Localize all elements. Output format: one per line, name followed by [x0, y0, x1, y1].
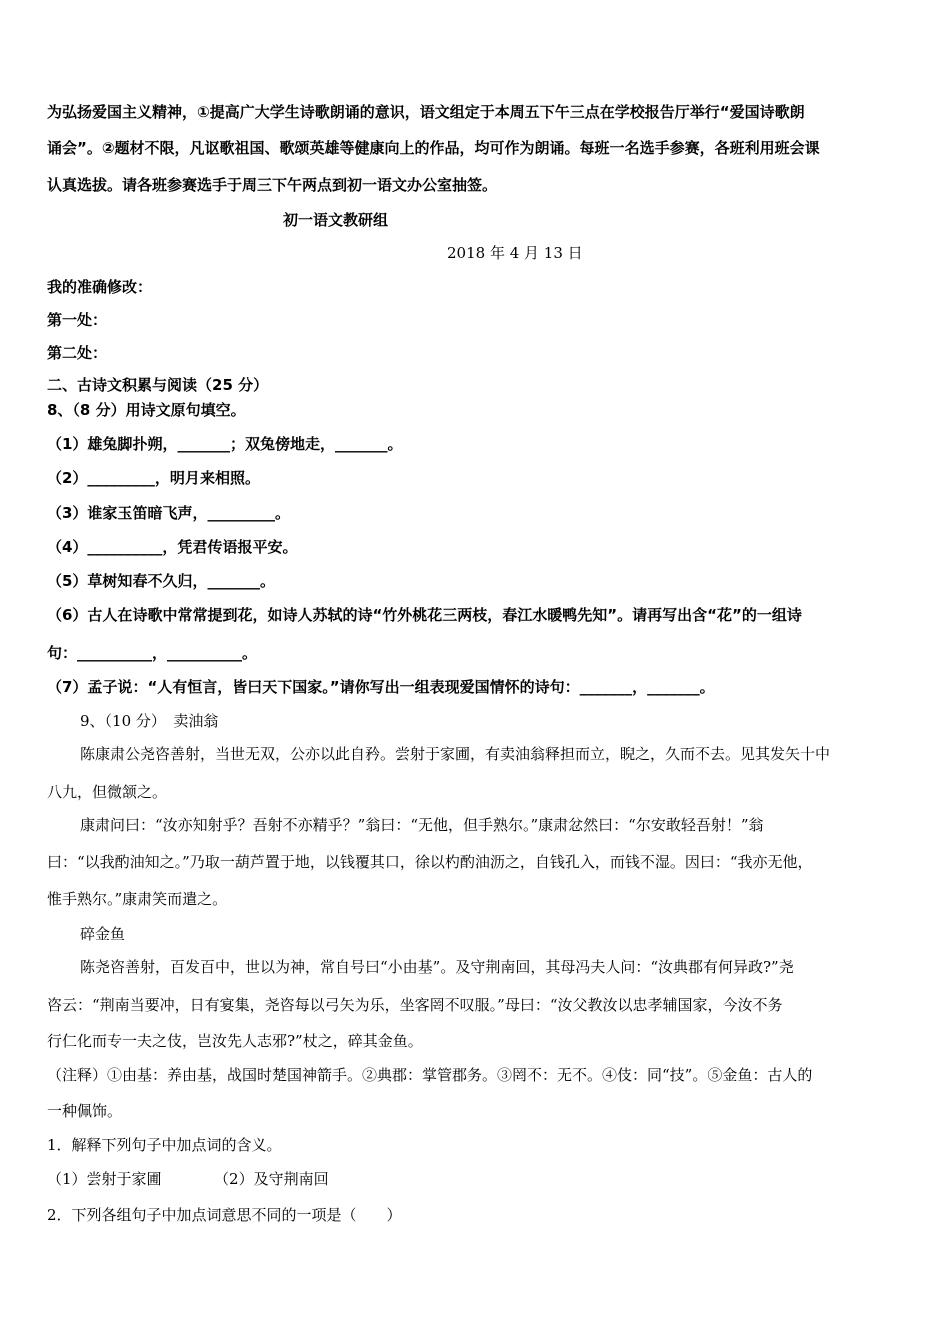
q8-item-5: （5）草树知春不久归，_______。: [47, 572, 275, 590]
q9-title: 9、（10 分） 卖油翁: [80, 712, 219, 730]
notice-line-3: 认真选拔。请各班参赛选手于周三下午两点到初一语文办公室抽签。: [47, 176, 498, 194]
revision-first: 第一处：: [47, 311, 108, 329]
q8-item-6: （6）古人在诗歌中常常提到花，如诗人苏轼的诗“竹外桃花三两枝，春江水暖鸭先知”。请再写出含“花”的一组诗: [47, 606, 802, 624]
notice-line-1: 为弘扬爱国主义精神，①提高广大学生诗歌朗诵的意识，语文组定于本周五下午三点在学校报告厅举行“爱国诗歌朗: [47, 103, 805, 121]
passage1-line-1: 陈康肃公尧咨善射，当世无双，公亦以此自矜。尝射于家圃，有卖油翁释担而立，睨之，久而不去。见其发矢十中: [80, 745, 831, 763]
q8-item-2: （2）_________，明月来相照。: [47, 469, 260, 487]
passage2-line-3: 行仁化而专一夫之伎，岂汝先人志邪?”杖之，碎其金鱼。: [47, 1032, 423, 1050]
notice-signature: 初一语文教研组: [283, 211, 389, 229]
section-heading: 二、古诗文积累与阅读（25 分）: [47, 376, 269, 394]
sub-question-1-items: （1）尝射于家圃 （2）及守荆南回: [47, 1170, 329, 1188]
q8-item-4: （4）__________，凭君传语报平安。: [47, 538, 298, 556]
notes-line-1: （注释）①由基：养由基，战国时楚国神箭手。②典郡：掌管郡务。③罔不：无不。④伎：同“技”。⑤金鱼：古人的: [47, 1066, 813, 1084]
notice-line-2: 诵会”。②题材不限，凡讴歌祖国、歌颂英雄等健康向上的作品，均可作为朗诵。每班一名选手参赛，各班利用班会课: [47, 139, 820, 157]
subtitle: 碎金鱼: [80, 925, 126, 943]
passage1-line-3: 康肃问曰：“汝亦知射乎？吾射不亦精乎？”翁曰：“无他，但手熟尔。”康肃忿然曰：“尔安敢轻吾射！”翁: [80, 816, 764, 834]
revision-title: 我的准确修改：: [47, 278, 153, 296]
passage1-line-5: 惟手熟尔。”康肃笑而遣之。: [47, 890, 228, 908]
passage2-line-1: 陈尧咨善射，百发百中，世以为神，常自号曰“小由基”。及守荆南回，其母冯夫人问：“汝典郡有何异政?”尧: [80, 958, 794, 976]
q8-item-6-cont: 句：__________，__________。: [47, 644, 258, 662]
q8-item-3: （3）谁家玉笛暗飞声，_________。: [47, 504, 290, 522]
passage1-line-4: 曰：“以我酌油知之。”乃取一葫芦置于地，以钱覆其口，徐以杓酌油沥之，自钱孔入，而钱不湿。因曰：“我亦无他，: [47, 853, 813, 871]
revision-second: 第二处：: [47, 344, 108, 362]
q8-title: 8、（8 分）用诗文原句填空。: [47, 401, 246, 419]
sub-question-1: 1．解释下列句子中加点词的含义。: [47, 1136, 282, 1154]
q8-item-1: （1）雄兔脚扑朔，_______；双兔傍地走，_______。: [47, 435, 403, 453]
passage2-line-2: 咨云：“荆南当要冲，日有宴集，尧咨每以弓矢为乐，坐客罔不叹服。”母曰：“汝父教汝以忠孝辅国家，今汝不务: [47, 996, 783, 1014]
notes-line-2: 一种佩饰。: [47, 1102, 123, 1120]
q8-item-7: （7）孟子说：“人有恒言，皆曰天下国家。”请你写出一组表现爱国情怀的诗句：_______，_______。: [47, 678, 715, 696]
notice-date: 2018 年 4 月 13 日: [447, 244, 583, 262]
passage1-line-2: 八九，但微颔之。: [47, 783, 168, 801]
sub-question-2: 2．下列各组句子中加点词意思不同的一项是（ ）: [47, 1206, 402, 1224]
